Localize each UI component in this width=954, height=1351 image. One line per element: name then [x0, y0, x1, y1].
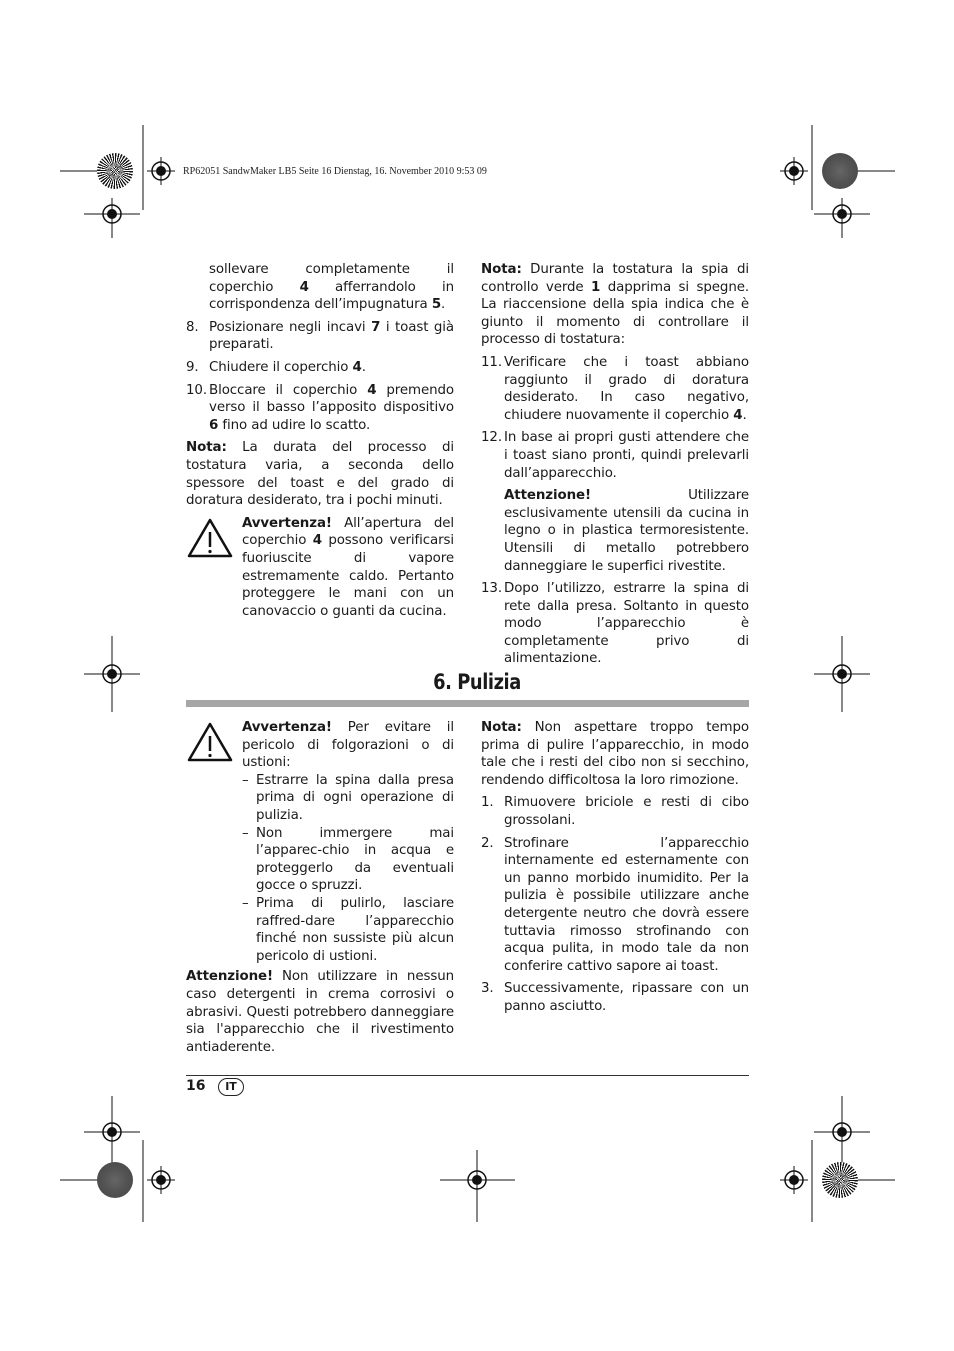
warning-block: Avvertenza! Per evitare il pericolo di folgorazioni o di ustioni: – Estrarre la spina dalla presa prima di ogni operazione di pulizia. – Non immergere mai l’apparec-chio in acqua e proteggerlo da eventuali gocce o spruzzi. – Prima di pulirlo, lasciare raffred-dare l’apparecchio finché non sussiste più alcun pericolo di ustioni.	[186, 719, 454, 965]
section-rule	[186, 700, 749, 707]
section-title: 6. Pulizia	[433, 670, 521, 694]
list-item: 1. Rimuovere briciole e resti di cibo grossolani.	[481, 795, 749, 828]
registration-mark-icon	[147, 1166, 175, 1194]
note-paragraph: Nota: Non aspettare troppo tempo prima di pulire l’apparecchio, in modo tale che i resti del cibo non si secchino, rendendo difficoltosa la loro rimozione.	[481, 720, 749, 788]
list-item: sollevare completamente il coperchio 4 afferrandolo in corrispondenza dell’impugnatura 5.	[209, 262, 454, 313]
left-column-top	[186, 261, 454, 620]
list-item: 10. Bloccare il coperchio 4 premendo verso il basso l’apposito dispositivo 6 fino ad udire lo scatto.	[186, 382, 454, 433]
registration-mark-icon	[98, 1118, 126, 1146]
list-item: 3. Successivamente, ripassare con un panno asciutto.	[481, 981, 749, 1014]
print-slug: RP62051 SandwMaker LB5 Seite 16 Dienstag, 16. November 2010 9:53 09	[183, 166, 487, 177]
right-column-bottom	[481, 719, 749, 1021]
warning-block: Avvertenza! All’apertura del coperchio 4 possono verificarsi fuoriuscite di vapore estremamente caldo. Pertanto proteggere le mani con un canovaccio o guanti da cucina.	[186, 515, 454, 621]
note-paragraph: Nota: Durante la tostatura la spia di controllo verde 1 dapprima si spegne. La riaccensione della spia indica che è giunto il momento di controllare il processo di tostatura:	[481, 262, 750, 348]
list-item: 11. Verificare che i toast abbiano raggiunto il grado di doratura desiderato. In caso negativo, chiudere nuovamente il coperchio 4.	[481, 354, 749, 423]
color-calibration-wheel-icon	[97, 153, 133, 189]
list-item: 13. Dopo l’utilizzo, estrarre la spina di rete dalla presa. Soltanto in questo modo l’apparecchio è completamente privo di alimentazione.	[481, 581, 749, 667]
language-badge: IT	[218, 1078, 244, 1096]
color-calibration-wheel-icon	[97, 1162, 133, 1198]
registration-mark-icon	[463, 1166, 491, 1194]
registration-mark-icon	[828, 1118, 856, 1146]
dash-item: – Non immergere mai l’apparec-chio in acqua e proteggerlo da eventuali gocce o spruzzi.	[242, 825, 454, 894]
dash-item: – Estrarre la spina dalla presa prima di ogni operazione di pulizia.	[242, 772, 454, 823]
dash-item: – Prima di pulirlo, lasciare raffred-dare l’apparecchio finché non sussiste più alcun pericolo di ustioni.	[242, 895, 454, 964]
registration-mark-icon	[828, 200, 856, 228]
color-calibration-wheel-icon	[822, 153, 858, 189]
left-column-bottom	[186, 719, 454, 1061]
registration-mark-icon	[98, 200, 126, 228]
color-calibration-wheel-icon	[822, 1162, 858, 1198]
list-item: 9. Chiudere il coperchio 4.	[186, 359, 366, 375]
right-column-top	[481, 261, 749, 673]
warning-triangle-icon	[186, 719, 242, 965]
page-number: 16	[186, 1078, 206, 1094]
list-item: 2. Strofinare l’apparecchio internamente ed esternamente con un panno morbido inumidito. Per la pulizia è possibile utilizzare anche detergente neutro che dovrà essere tuttavia rimosso strofinando con acqua pulita, in modo tale da non conferire cattivo sapore ai toast.	[481, 835, 749, 974]
list-item: 8. Posizionare negli incavi 7 i toast già preparati.	[186, 319, 454, 353]
registration-mark-icon	[147, 157, 175, 185]
list-item: Attenzione! Utilizzare esclusivamente utensili da cucina in legno o in plastica termoresistente. Utensili di metallo potrebbero danneggiare le superfici rivestite.	[504, 488, 749, 574]
registration-mark-icon	[780, 157, 808, 185]
note-paragraph: Nota: La durata del processo di tostatura varia, a seconda dello spessore del toast e del grado di doratura desiderato, tra i pochi minuti.	[186, 440, 454, 509]
registration-mark-icon	[780, 1166, 808, 1194]
footer-rule	[186, 1075, 749, 1076]
warning-triangle-icon	[186, 515, 242, 621]
caution-paragraph: Attenzione! Non utilizzare in nessun caso detergenti in crema corrosivi o abrasivi. Questi potrebbero danneggiare sia l'apparecchio che il rivestimento antiaderente.	[186, 969, 454, 1055]
list-item: 12. In base ai propri gusti attendere che i toast siano pronti, quindi prelevarli dall’apparecchio.	[481, 430, 749, 481]
